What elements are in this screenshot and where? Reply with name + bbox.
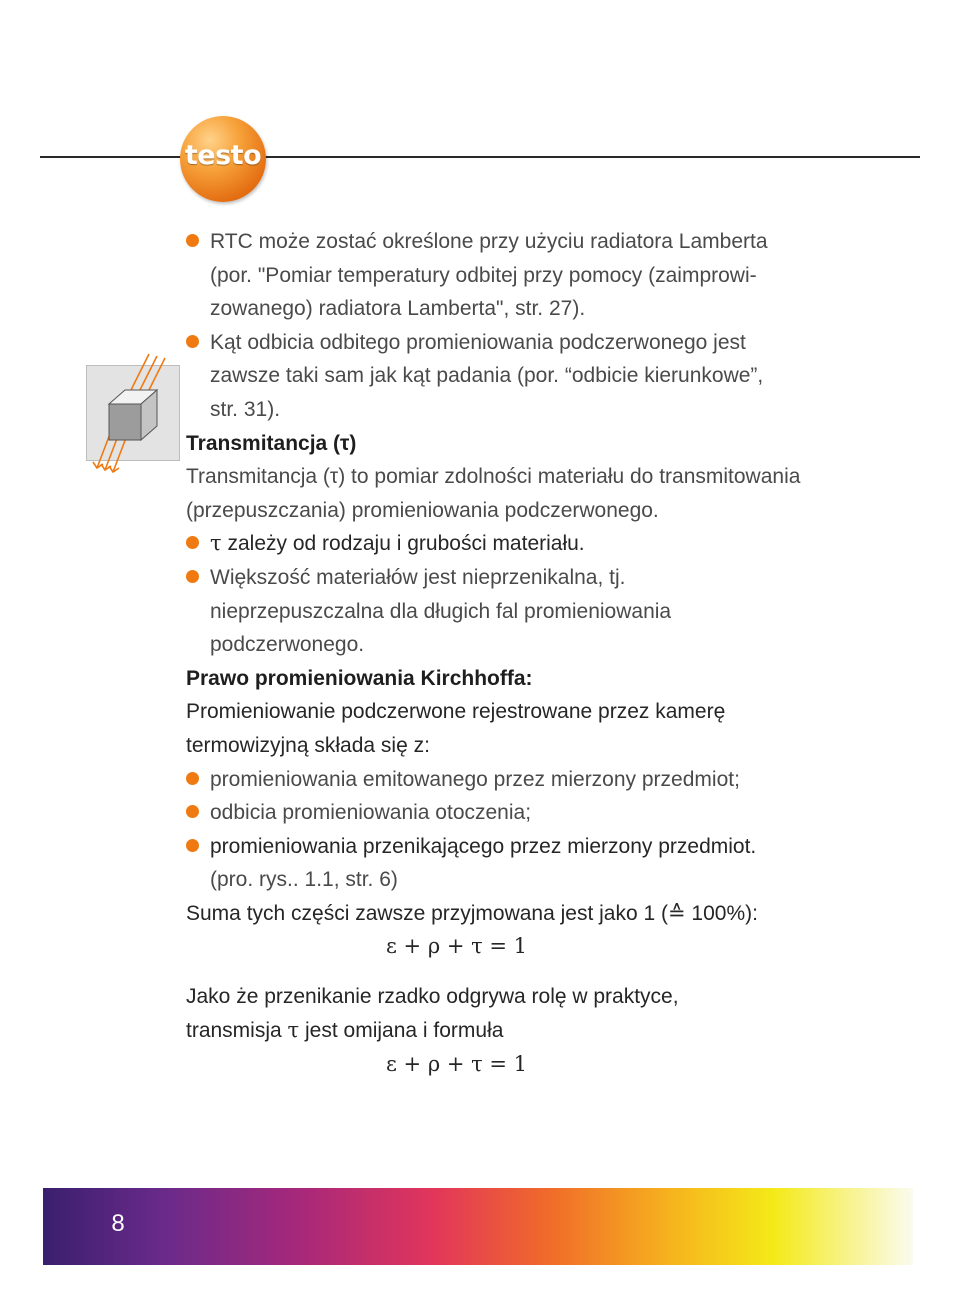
text: Kąt odbicia odbitego promieniowania podczerwonego jest xyxy=(210,330,746,354)
bullet-icon xyxy=(186,805,199,818)
tau-symbol: τ xyxy=(210,531,222,556)
text-line: (por. "Pomiar temperatury odbitej przy pomocy (zaimprowi- xyxy=(210,263,757,287)
list-item xyxy=(186,326,846,360)
bullet-icon xyxy=(186,234,199,247)
text: odbicia promieniowania otoczenia; xyxy=(210,801,532,825)
list-item xyxy=(186,830,846,864)
header-rule-left xyxy=(40,156,190,158)
text: zależy od rodzaju i grubości materiału. xyxy=(227,532,585,556)
list-item xyxy=(186,527,846,561)
bullet-icon xyxy=(186,570,199,583)
text: Większość materiałów jest nieprzenikalna, tj. xyxy=(210,565,626,589)
list-item xyxy=(186,225,846,259)
text-line: Jako że przenikanie rzadko odgrywa rolę w praktyce, xyxy=(186,985,679,1009)
testo-logo xyxy=(180,116,266,202)
text-line: (przepuszczania) promieniowania podczerwonego. xyxy=(186,498,659,522)
text-line: str. 31). xyxy=(210,397,281,421)
text-line: termowizyjną składa się z: xyxy=(186,733,430,757)
text-line: zawsze taki sam jak kąt padania (por. “odbicie kierunkowe”, xyxy=(210,364,764,388)
bullet-icon xyxy=(186,335,199,348)
text-line: Transmitancja (τ) to pomiar zdolności materiału do transmitowania xyxy=(186,465,801,489)
formula: ε + ρ + τ = 1 xyxy=(386,1051,528,1076)
cube-illustration xyxy=(86,365,180,461)
footer-gradient-bar xyxy=(43,1188,913,1265)
list-item xyxy=(186,763,846,797)
text: promieniowania emitowanego przez mierzony przedmiot; xyxy=(210,767,740,791)
text-line: Suma tych części zawsze przyjmowana jest jako 1 (≙ 100%): xyxy=(186,901,758,925)
text-line: podczerwonego. xyxy=(210,633,365,657)
text: transmisja xyxy=(186,1019,282,1043)
text-line: zowanego) radiatora Lamberta", str. 27). xyxy=(210,297,586,321)
page-number: 8 xyxy=(111,1210,125,1237)
page-content xyxy=(186,225,846,1081)
bullet-icon xyxy=(186,772,199,785)
text: RTC może zostać określone przy użyciu radiatora Lamberta xyxy=(210,230,768,253)
bullet-icon xyxy=(186,536,199,549)
text-line: Promieniowanie podczerwone rejestrowane przez kamerę xyxy=(186,700,726,724)
tau-symbol: τ xyxy=(287,1018,300,1043)
text-line xyxy=(186,1014,846,1048)
spacer xyxy=(186,964,846,980)
list-item xyxy=(186,796,846,830)
section-heading-transmitancja: Transmitancja (τ) xyxy=(186,431,357,455)
formula: ε + ρ + τ = 1 xyxy=(386,934,528,959)
text: promieniowania przenikającego przez mierzony przedmiot. xyxy=(210,834,757,858)
text-line: nieprzepuszczalna dla długich fal promieniowania xyxy=(210,599,672,623)
text-line: (pro. rys.. 1.1, str. 6) xyxy=(210,868,398,892)
logo-text: testo xyxy=(184,140,262,171)
header-rule-right xyxy=(258,156,920,158)
bullet-icon xyxy=(186,839,199,852)
list-item xyxy=(186,561,846,595)
text: jest omijana i formuła xyxy=(305,1019,504,1043)
section-heading-kirchhoff: Prawo promieniowania Kirchhoffa: xyxy=(186,666,533,690)
